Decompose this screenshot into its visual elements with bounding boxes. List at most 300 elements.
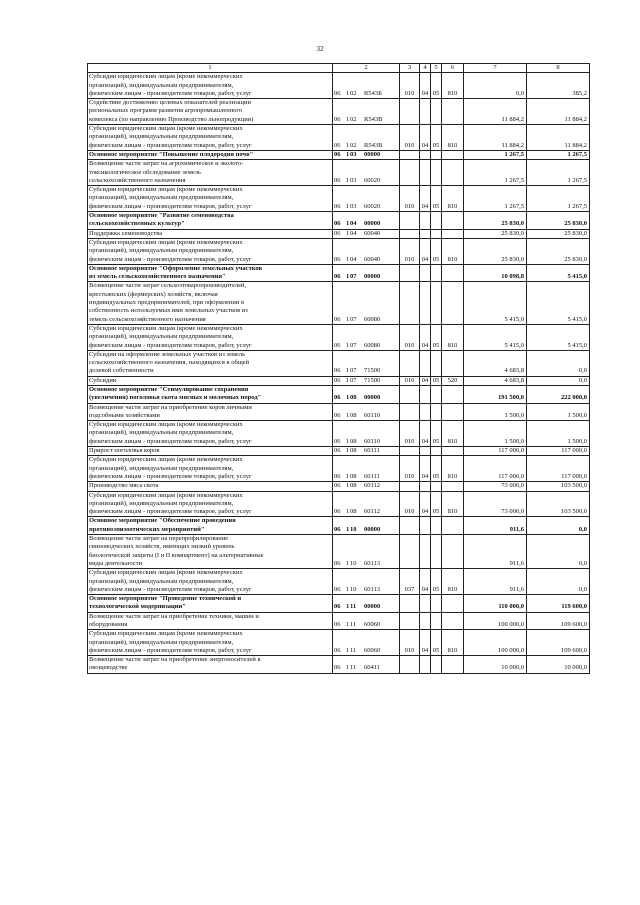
code-part: 11	[350, 646, 357, 654]
row-pr	[431, 282, 442, 324]
row-pr	[431, 229, 442, 238]
row-pr	[431, 535, 442, 569]
table-row	[88, 212, 590, 230]
code-part: 06	[334, 664, 341, 672]
row-name: Субсидии юридическим лицам (кроме некоммерческих организаций), индивидуальным предпринимателям, физическим лицам - производителям товаров, работ, услуг	[88, 73, 333, 99]
code-part: 1	[346, 141, 350, 149]
row-ved: 010	[400, 630, 420, 656]
row-code	[333, 186, 400, 212]
code-part: 08	[350, 508, 357, 516]
code-part: 06	[334, 220, 341, 228]
row-vr	[442, 264, 464, 282]
code-part: 00000	[364, 525, 381, 533]
row-ved	[400, 150, 420, 159]
code-part: 1	[346, 508, 350, 516]
code-part: 60080	[364, 315, 381, 323]
row-vr: 520	[442, 376, 464, 385]
row-rz	[420, 656, 431, 674]
row-name: Субсидии юридическим лицам (кроме некоммерческих организаций), индивидуальным предпринимателям, физическим лицам - производителям товаров, работ, услуг	[88, 569, 333, 595]
row-ved	[400, 212, 420, 230]
row-vr	[442, 212, 464, 230]
code-part: 1	[346, 341, 350, 349]
row-value-8: 1 267,5	[527, 186, 590, 212]
row-vr	[442, 656, 464, 674]
row-rz	[420, 150, 431, 159]
row-code	[333, 350, 400, 376]
table-row	[88, 612, 590, 630]
row-pr	[431, 212, 442, 230]
row-code	[333, 229, 400, 238]
row-value-7: 100 000,0	[464, 630, 527, 656]
row-rz	[420, 229, 431, 238]
row-code	[333, 421, 400, 447]
row-vr	[442, 350, 464, 376]
row-value-8: 117 000,0	[527, 456, 590, 482]
code-part: 00000	[364, 150, 381, 158]
code-part: 07	[350, 315, 357, 323]
row-pr: 05	[431, 125, 442, 151]
row-vr	[442, 517, 464, 535]
code-part: 06	[334, 255, 341, 263]
row-code	[333, 73, 400, 99]
code-part: 1	[346, 315, 350, 323]
row-rz: 04	[420, 324, 431, 350]
row-name: Прирост поголовья коров	[88, 447, 333, 456]
row-rz: 04	[420, 376, 431, 385]
row-code	[333, 656, 400, 674]
table-row	[88, 421, 590, 447]
code-part: 60113	[364, 585, 381, 593]
code-part: 1	[346, 559, 350, 567]
row-value-8: 11 884,2	[527, 125, 590, 151]
row-code	[333, 403, 400, 421]
code-part: 07	[350, 273, 357, 281]
row-pr	[431, 612, 442, 630]
row-value-8: 25 830,0	[527, 212, 590, 230]
row-value-8: 222 000,0	[527, 385, 590, 403]
row-pr	[431, 160, 442, 186]
row-code	[333, 376, 400, 385]
code-part: 06	[334, 621, 341, 628]
code-part: 1	[346, 367, 350, 375]
row-ved	[400, 229, 420, 238]
row-rz: 04	[420, 456, 431, 482]
row-value-7: 11 884,2	[464, 125, 527, 151]
table-row	[88, 535, 590, 569]
header-cell: 7	[464, 64, 527, 73]
code-part: 60113	[364, 559, 381, 567]
code-part: 60040	[364, 229, 381, 237]
row-vr: 810	[442, 491, 464, 517]
table-body	[88, 64, 590, 674]
row-pr	[431, 403, 442, 421]
row-value-8: 0,0	[527, 569, 590, 595]
row-code	[333, 282, 400, 324]
code-part: 11	[350, 603, 357, 611]
code-part: 60110	[364, 437, 381, 445]
table-row	[88, 376, 590, 385]
code-part: 60060	[364, 646, 381, 654]
row-pr: 05	[431, 456, 442, 482]
header-cell: 1	[88, 64, 333, 73]
row-pr	[431, 99, 442, 125]
row-ved	[400, 482, 420, 491]
code-part: 06	[334, 176, 341, 184]
table-row	[88, 186, 590, 212]
code-part: 1	[346, 150, 350, 158]
row-name: Возмещение части затрат сельхозтоваропроизводителей, крестьянских (фермерских) хозяйств, включая индивидуальных предпринимателей, при оформлении в собственность используемых ими земельных участков из земель сельскохозяйственного назначения	[88, 282, 333, 324]
row-pr: 05	[431, 376, 442, 385]
row-value-7: 5 415,0	[464, 282, 527, 324]
row-pr	[431, 350, 442, 376]
code-part: 00000	[364, 273, 381, 281]
row-value-8: 385,2	[527, 73, 590, 99]
code-part: 71500	[364, 376, 381, 384]
row-value-7: 25 830,0	[464, 238, 527, 264]
row-value-7: 911,6	[464, 535, 527, 569]
row-vr	[442, 612, 464, 630]
row-vr	[442, 447, 464, 456]
row-vr: 810	[442, 238, 464, 264]
code-part: 04	[350, 220, 357, 228]
table-row	[88, 656, 590, 674]
code-part: 1	[346, 437, 350, 445]
row-code	[333, 447, 400, 456]
row-value-7: 0,0	[464, 73, 527, 99]
row-name: Субсидии юридическим лицам (кроме некоммерческих организаций), индивидуальным предпринимателям, физическим лицам - производителям товаров, работ, услуг	[88, 421, 333, 447]
row-ved	[400, 535, 420, 569]
row-code	[333, 264, 400, 282]
table-row	[88, 385, 590, 403]
code-part: 1	[346, 229, 350, 237]
table-row	[88, 150, 590, 159]
row-code	[333, 238, 400, 264]
row-rz	[420, 612, 431, 630]
table-row	[88, 630, 590, 656]
row-value-8: 0,0	[527, 376, 590, 385]
code-part: 03	[350, 176, 357, 184]
row-code	[333, 535, 400, 569]
page-number: 32	[316, 44, 324, 53]
table-row	[88, 491, 590, 517]
row-value-8: 109 600,0	[527, 612, 590, 630]
row-value-7: 25 830,0	[464, 212, 527, 230]
row-value-7: 911,6	[464, 517, 527, 535]
code-part: 60112	[364, 508, 381, 516]
row-value-8: 109 600,0	[527, 630, 590, 656]
table-row	[88, 160, 590, 186]
row-rz	[420, 282, 431, 324]
table-row	[88, 238, 590, 264]
row-code	[333, 456, 400, 482]
row-value-8: 1 500,0	[527, 403, 590, 421]
code-part: 1	[346, 621, 350, 628]
row-ved	[400, 160, 420, 186]
row-name: Субсидии	[88, 376, 333, 385]
row-value-7: 1 267,5	[464, 186, 527, 212]
row-value-8: 11 884,2	[527, 99, 590, 125]
row-vr: 810	[442, 456, 464, 482]
row-ved: 010	[400, 491, 420, 517]
code-part: 06	[334, 411, 341, 419]
row-value-7: 911,6	[464, 569, 527, 595]
row-value-7: 1 267,5	[464, 160, 527, 186]
row-value-7: 1 267,5	[464, 150, 527, 159]
code-part: 1	[346, 220, 350, 228]
row-ved: 010	[400, 73, 420, 99]
code-part: 06	[334, 525, 341, 533]
row-ved: 010	[400, 421, 420, 447]
row-ved	[400, 517, 420, 535]
row-name: Возмещение части затрат на приобретение коров личными подсобными хозяйствами	[88, 403, 333, 421]
row-ved	[400, 350, 420, 376]
code-part: 60040	[364, 255, 381, 263]
row-ved: 010	[400, 324, 420, 350]
table-row	[88, 447, 590, 456]
row-value-8: 0,0	[527, 350, 590, 376]
code-part: 06	[334, 315, 341, 323]
code-part: 60080	[364, 341, 381, 349]
row-ved: 010	[400, 186, 420, 212]
code-part: 08	[350, 411, 357, 419]
row-code	[333, 160, 400, 186]
row-pr	[431, 264, 442, 282]
row-vr: 810	[442, 421, 464, 447]
code-part: 10	[350, 585, 357, 593]
row-value-7: 1 500,0	[464, 421, 527, 447]
row-code	[333, 482, 400, 491]
row-rz: 04	[420, 238, 431, 264]
code-part: 06	[334, 603, 341, 611]
code-part: 1	[346, 273, 350, 281]
row-name: Субсидии юридическим лицам (кроме некоммерческих организаций), индивидуальным предпринимателям, физическим лицам - производителям товаров, работ, услуг	[88, 186, 333, 212]
row-ved	[400, 612, 420, 630]
row-name: Возмещение части затрат на агрохимическое и эколого- токсикологическое обследование земель сельскохозяйственного назначения	[88, 160, 333, 186]
row-code	[333, 212, 400, 230]
row-pr	[431, 385, 442, 403]
row-pr: 05	[431, 186, 442, 212]
table-row	[88, 73, 590, 99]
row-vr	[442, 535, 464, 569]
row-value-8: 1 267,5	[527, 150, 590, 159]
code-part: 06	[334, 273, 341, 281]
row-vr: 810	[442, 73, 464, 99]
row-ved: 010	[400, 456, 420, 482]
code-part: 1	[346, 411, 350, 419]
row-value-7: 73 000,0	[464, 482, 527, 491]
code-part: 1	[346, 482, 350, 490]
header-cell: 8	[527, 64, 590, 73]
table-row	[88, 350, 590, 376]
code-part: 07	[350, 367, 357, 375]
code-part: 06	[334, 482, 341, 490]
row-ved	[400, 99, 420, 125]
row-pr	[431, 482, 442, 491]
header-cell: 3	[400, 64, 420, 73]
row-name: Возмещение части затрат на приобретение техники, машин и оборудования	[88, 612, 333, 630]
table-row	[88, 125, 590, 151]
row-name: Субсидии юридическим лицам (кроме некоммерческих организаций), индивидуальным предпринимателям, физическим лицам - производителям товаров, работ, услуг	[88, 125, 333, 151]
row-name: Возмещение части затрат на перепрофилирование свиноводческих хозяйств, имеющих низкий уровень биологической защиты (I и II компартмент) на альтернативные виды деятельности	[88, 535, 333, 569]
row-name: Основное мероприятие "Стимулирование сохранения (увеличения) поголовья скота мясных и молочных пород"	[88, 385, 333, 403]
header-cell: 2	[333, 64, 400, 73]
code-part: 00000	[364, 603, 381, 611]
code-part: R543В	[364, 141, 383, 149]
row-name: Возмещение части затрат на приобретение энергоносителей в овощеводстве	[88, 656, 333, 674]
row-ved: 010	[400, 238, 420, 264]
row-name: Основное мероприятие "Обеспечение проведения противоэпизоотических мероприятий"	[88, 517, 333, 535]
row-value-7: 73 000,0	[464, 491, 527, 517]
code-part: R543В	[364, 115, 383, 123]
row-value-8: 103 500,0	[527, 482, 590, 491]
row-rz	[420, 264, 431, 282]
code-part: 1	[346, 603, 350, 611]
row-rz	[420, 595, 431, 613]
code-part: 08	[350, 447, 357, 455]
row-name: Субсидии юридическим лицам (кроме некоммерческих организаций), индивидуальным предпринимателям, физическим лицам - производителям товаров, работ, услуг	[88, 491, 333, 517]
row-code	[333, 612, 400, 630]
row-vr	[442, 595, 464, 613]
table-row	[88, 324, 590, 350]
row-ved	[400, 595, 420, 613]
code-part: 1	[346, 176, 350, 184]
row-ved	[400, 447, 420, 456]
row-name: Основное мероприятие "Повышение плодородия почв"	[88, 150, 333, 159]
row-rz	[420, 517, 431, 535]
row-pr	[431, 447, 442, 456]
code-part: 60020	[364, 176, 381, 184]
code-part: 06	[334, 115, 341, 123]
row-value-7: 110 000,0	[464, 595, 527, 613]
row-value-8: 5 415,0	[527, 264, 590, 282]
code-part: 04	[350, 229, 357, 237]
row-rz	[420, 403, 431, 421]
code-part: 06	[334, 394, 341, 402]
table-row	[88, 517, 590, 535]
row-value-7: 117 000,0	[464, 447, 527, 456]
code-part: 06	[334, 508, 341, 516]
row-value-7: 10 000,0	[464, 656, 527, 674]
code-part: 1	[346, 202, 350, 210]
row-rz	[420, 212, 431, 230]
row-ved: 037	[400, 569, 420, 595]
row-ved	[400, 282, 420, 324]
row-code	[333, 150, 400, 159]
row-value-8: 0,0	[527, 535, 590, 569]
row-vr: 810	[442, 569, 464, 595]
row-name: Поддержка семеноводства	[88, 229, 333, 238]
code-part: 1	[346, 664, 350, 672]
code-part: 60020	[364, 202, 381, 210]
row-name: Основное мероприятие "Развитие семеноводства сельскохозяйственных культур"	[88, 212, 333, 230]
code-part: 11	[350, 664, 357, 672]
code-part: 60060	[364, 621, 381, 628]
row-value-8: 0,0	[527, 517, 590, 535]
row-vr	[442, 385, 464, 403]
row-pr	[431, 656, 442, 674]
row-value-7: 191 500,0	[464, 385, 527, 403]
row-value-7: 5 415,0	[464, 324, 527, 350]
row-value-7: 4 683,8	[464, 350, 527, 376]
code-part: 08	[350, 482, 357, 490]
budget-table	[87, 63, 590, 674]
row-pr: 05	[431, 324, 442, 350]
code-part: 1	[346, 255, 350, 263]
row-code	[333, 569, 400, 595]
row-code	[333, 630, 400, 656]
row-code	[333, 125, 400, 151]
code-part: 07	[350, 376, 357, 384]
row-vr	[442, 403, 464, 421]
row-value-8: 1 267,5	[527, 160, 590, 186]
code-part: 60411	[364, 664, 381, 672]
row-rz	[420, 99, 431, 125]
row-name: Основное мероприятие "Проведение технической и технологической модернизации"	[88, 595, 333, 613]
row-rz	[420, 447, 431, 456]
code-part: 60111	[364, 472, 380, 480]
row-ved: 010	[400, 125, 420, 151]
header-cell: 5	[431, 64, 442, 73]
row-code	[333, 491, 400, 517]
row-ved	[400, 264, 420, 282]
row-rz	[420, 350, 431, 376]
table-row	[88, 282, 590, 324]
row-value-8: 103 500,0	[527, 491, 590, 517]
code-part: 1	[346, 646, 350, 654]
code-part: 06	[334, 202, 341, 210]
row-pr: 05	[431, 421, 442, 447]
row-vr: 810	[442, 125, 464, 151]
row-value-8: 5 415,0	[527, 324, 590, 350]
row-value-8: 5 415,0	[527, 282, 590, 324]
row-code	[333, 517, 400, 535]
table-row	[88, 264, 590, 282]
row-pr: 05	[431, 491, 442, 517]
row-rz	[420, 482, 431, 491]
code-part: 71500	[364, 367, 381, 375]
row-pr: 05	[431, 569, 442, 595]
row-pr: 05	[431, 73, 442, 99]
row-vr	[442, 150, 464, 159]
row-value-8: 10 000,0	[527, 656, 590, 674]
row-vr: 810	[442, 630, 464, 656]
row-rz	[420, 385, 431, 403]
row-code	[333, 595, 400, 613]
row-name: Производство мяса скота	[88, 482, 333, 491]
row-code	[333, 99, 400, 125]
row-rz	[420, 160, 431, 186]
code-part: 07	[350, 341, 357, 349]
code-part: 02	[350, 89, 357, 97]
code-part: 02	[350, 115, 357, 123]
header-cell: 6	[442, 64, 464, 73]
code-part: 11	[350, 621, 357, 628]
code-part: 02	[350, 141, 357, 149]
row-value-8: 117 000,0	[527, 447, 590, 456]
code-part: 06	[334, 437, 341, 445]
code-part: 04	[350, 255, 357, 263]
row-value-7: 10 098,8	[464, 264, 527, 282]
code-part: 08	[350, 437, 357, 445]
code-part: 60111	[364, 447, 380, 455]
row-rz: 04	[420, 421, 431, 447]
row-code	[333, 385, 400, 403]
table-row	[88, 403, 590, 421]
code-part: 06	[334, 559, 341, 567]
row-vr	[442, 229, 464, 238]
table-row	[88, 99, 590, 125]
code-part: 60110	[364, 411, 381, 419]
